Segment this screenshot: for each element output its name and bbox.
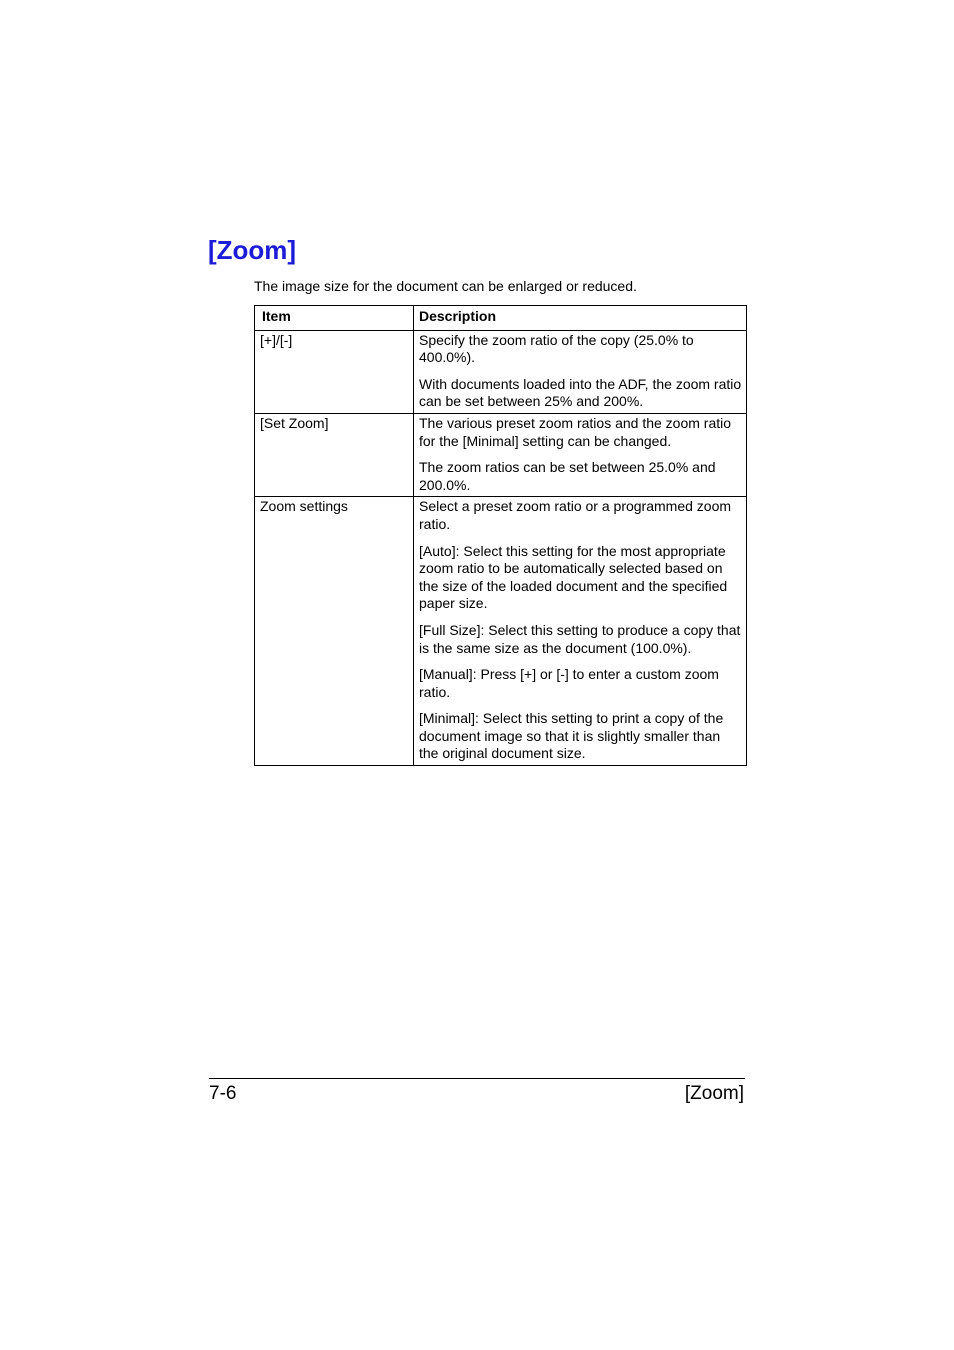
table-header-row [255, 306, 747, 331]
table-row [255, 497, 747, 766]
description-paragraph: The zoom ratios can be set between 25.0% and 200.0%. [419, 459, 716, 493]
description-paragraph: With documents loaded into the ADF, the zoom ratio can be set between 25% and 200%. [419, 375, 742, 410]
description-paragraph: [Manual]: Press [+] or [-] to enter a custom zoom ratio. [419, 666, 719, 700]
description-paragraph: [Full Size]: Select this setting to produce a copy that is the same size as the document (100.0%). [419, 621, 741, 656]
row-item: Zoom settings [255, 497, 414, 766]
description-paragraph: [Minimal]: Select this setting to print a copy of the document image so that it is slightly smaller than the original document size. [419, 710, 724, 762]
row-item: [+]/[-] [255, 330, 414, 413]
table-row [255, 330, 747, 413]
row-description [414, 413, 747, 496]
header-item: Item [255, 306, 414, 331]
zoom-settings-table [254, 305, 747, 766]
description-paragraph: Specify the zoom ratio of the copy (25.0% to 400.0%). [419, 331, 694, 366]
description-paragraph: Select a preset zoom ratio or a programmed zoom ratio. [419, 498, 732, 532]
description-paragraph: [Auto]: Select this setting for the most appropriate zoom ratio to be automatically selected based on the size of the loaded document and the specified paper size. [419, 542, 728, 612]
table-row [255, 413, 747, 496]
footer-section-title: [Zoom] [684, 1083, 744, 1104]
page-title: [Zoom] [208, 235, 297, 265]
footer-divider [209, 1078, 745, 1079]
intro-text: The image size for the document can be enlarged or reduced. [254, 278, 637, 294]
header-description: Description [414, 306, 747, 331]
page-number: 7-6 [209, 1083, 237, 1104]
row-item: [Set Zoom] [255, 413, 414, 496]
description-paragraph: The various preset zoom ratios and the zoom ratio for the [Minimal] setting can be changed. [419, 414, 732, 449]
row-description [414, 497, 747, 766]
row-description [414, 330, 747, 413]
